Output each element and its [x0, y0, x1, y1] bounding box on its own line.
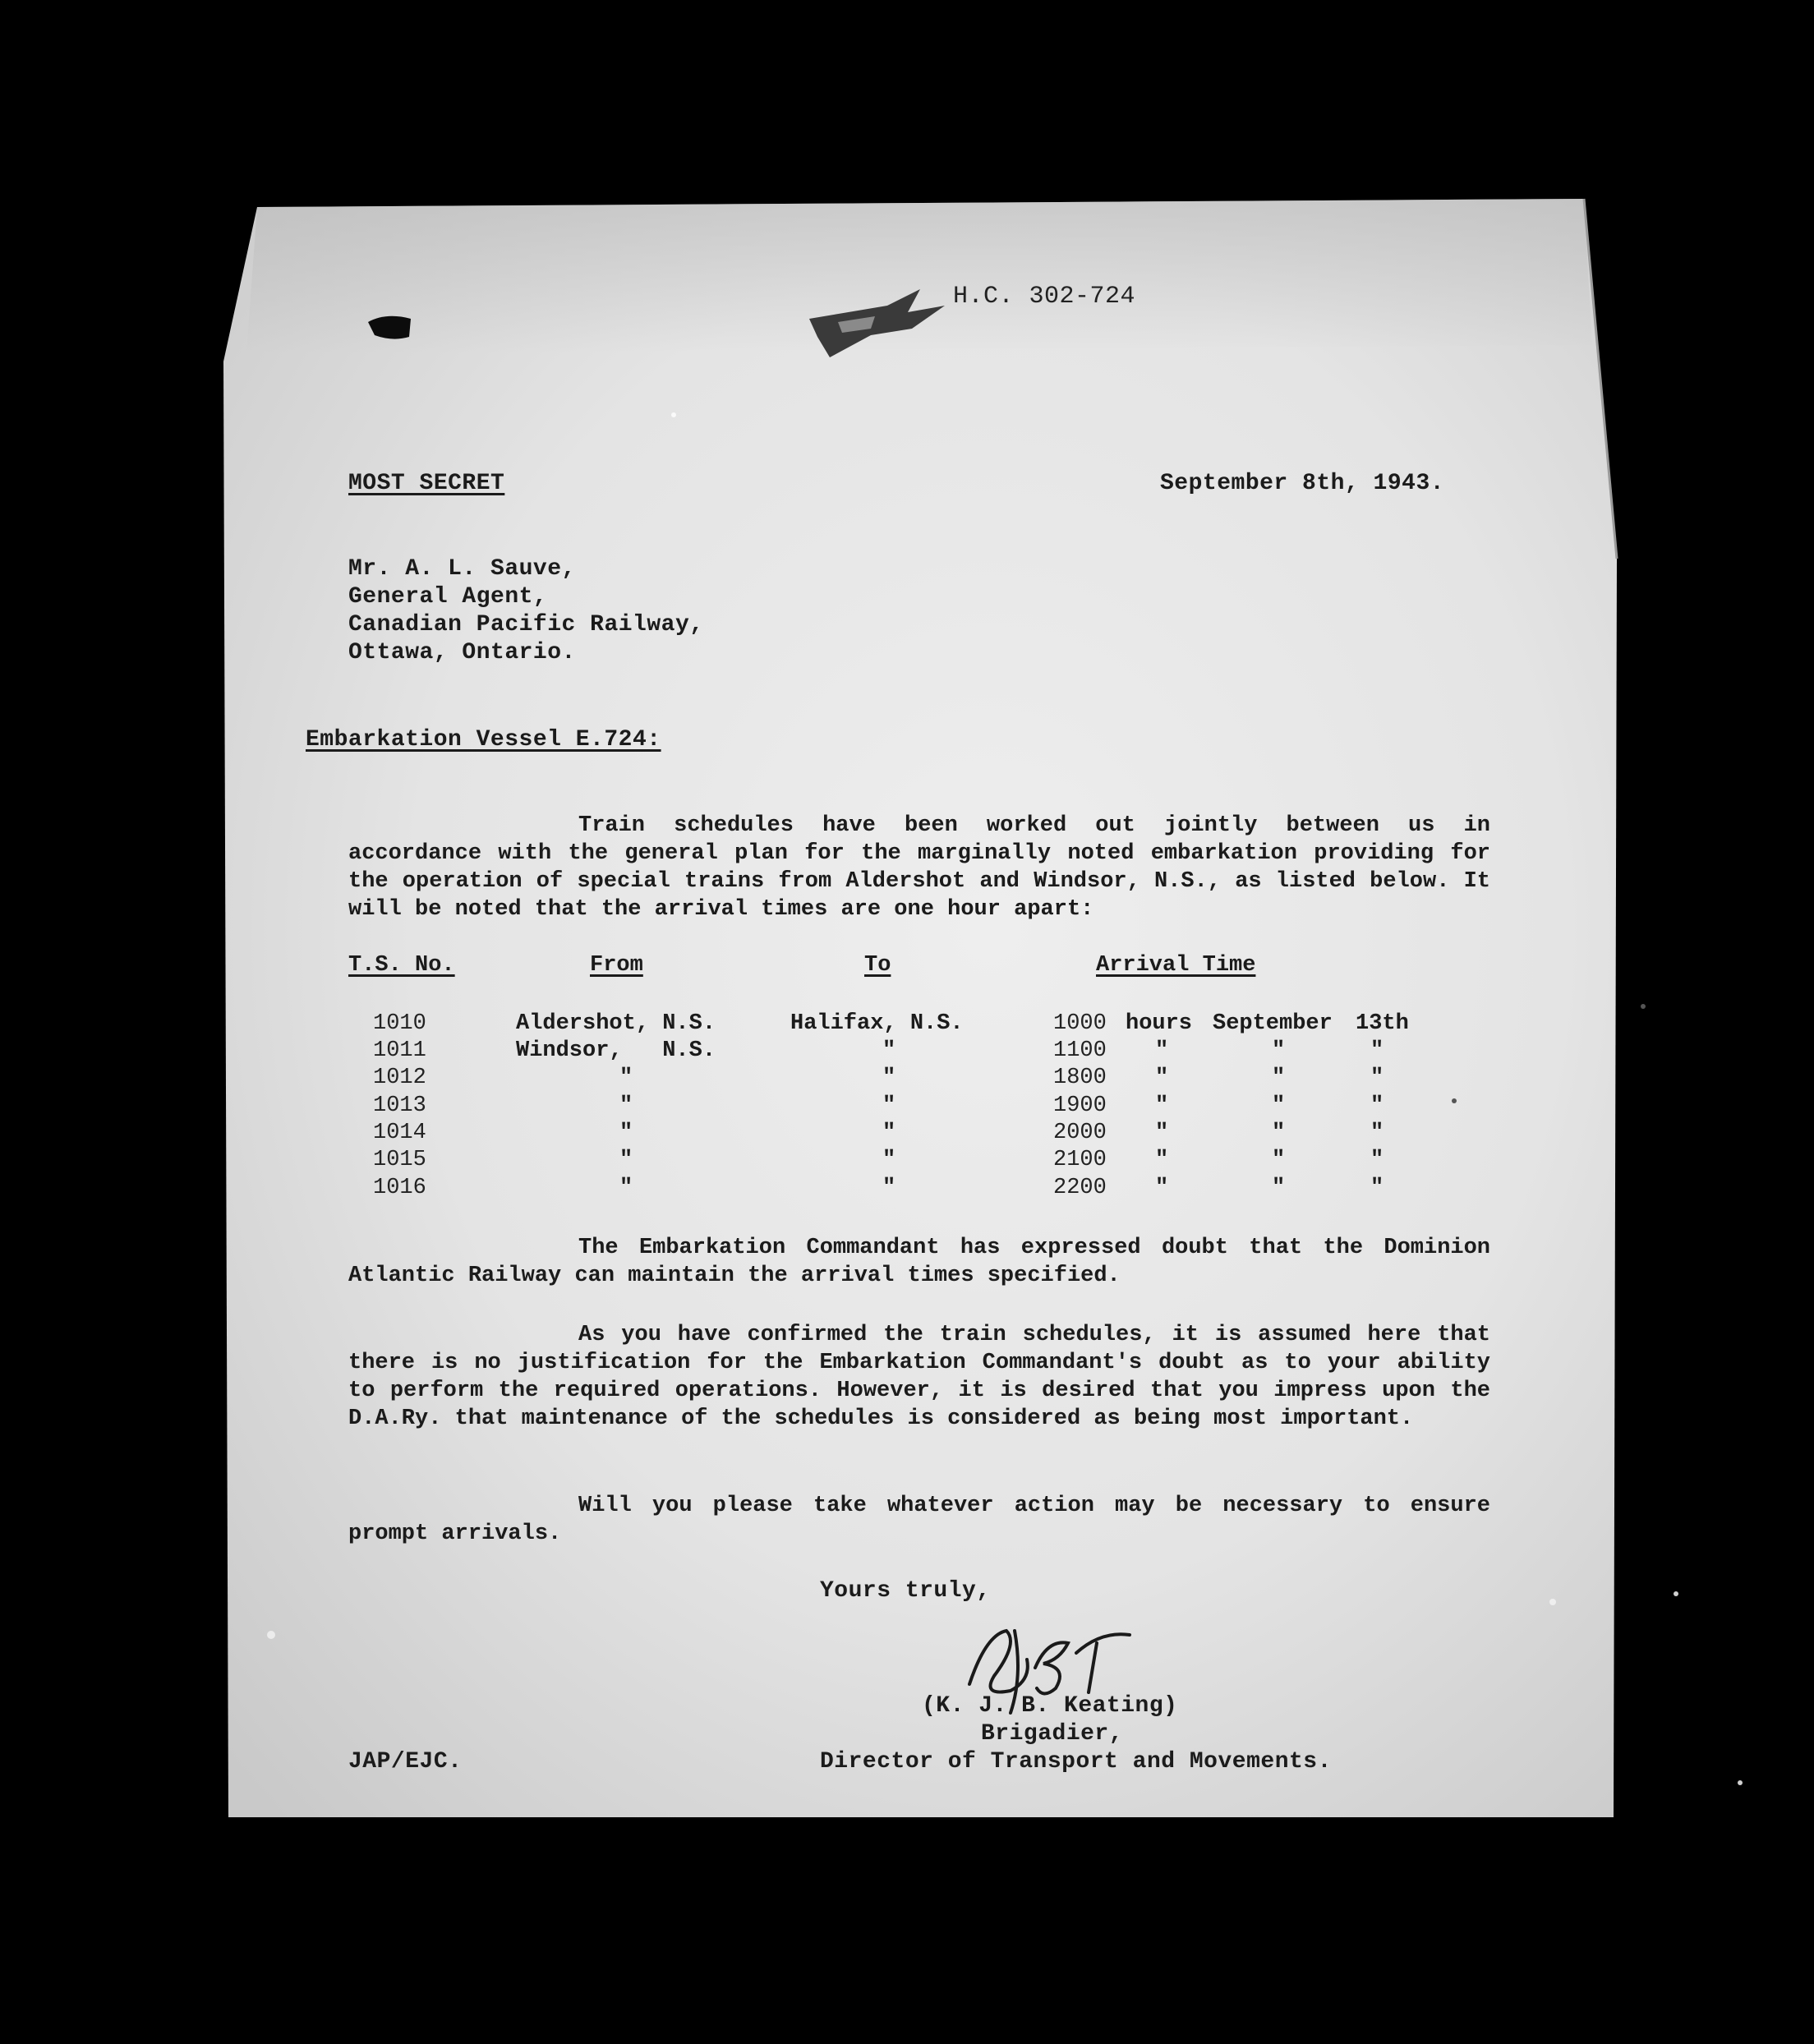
cell-from: ": [619, 1121, 633, 1145]
cell-to: ": [882, 1066, 896, 1090]
cell-unit: ": [1155, 1093, 1169, 1118]
cell-time: 1800: [1053, 1066, 1107, 1090]
signatory-title: Director of Transport and Movements.: [820, 1749, 1332, 1775]
header-to: To: [864, 953, 891, 978]
classification-heading: MOST SECRET: [348, 471, 505, 496]
file-reference: H.C. 302-724: [953, 283, 1136, 311]
recipient-line-1: Mr. A. L. Sauve,: [348, 556, 576, 582]
cell-time: 1000: [1053, 1011, 1107, 1036]
cell-day: ": [1370, 1121, 1384, 1145]
cell-month: ": [1272, 1148, 1286, 1172]
cell-day: ": [1370, 1176, 1384, 1200]
cell-to: Halifax, N.S.: [790, 1011, 964, 1036]
cell-ts: 1014: [373, 1121, 426, 1145]
cell-ts: 1013: [373, 1093, 426, 1118]
cell-to: ": [882, 1093, 896, 1118]
header-arrival-time: Arrival Time: [1096, 953, 1256, 978]
cell-time: 2100: [1053, 1148, 1107, 1172]
cell-from: ": [619, 1148, 633, 1172]
header-from: From: [590, 953, 643, 978]
cell-month: ": [1272, 1038, 1286, 1063]
cell-time: 2200: [1053, 1176, 1107, 1200]
cell-unit: ": [1155, 1148, 1169, 1172]
letter-date: September 8th, 1943.: [1160, 471, 1445, 496]
header-ts-no: T.S. No.: [348, 953, 455, 978]
cell-day: ": [1370, 1148, 1384, 1172]
cell-to: ": [882, 1038, 896, 1063]
cell-unit: ": [1155, 1176, 1169, 1200]
cell-ts: 1012: [373, 1066, 426, 1090]
cell-unit: ": [1155, 1038, 1169, 1063]
recipient-line-4: Ottawa, Ontario.: [348, 640, 576, 665]
cell-from: Aldershot, N.S.: [516, 1011, 716, 1036]
cell-day: ": [1370, 1093, 1384, 1118]
subject-heading: Embarkation Vessel E.724:: [306, 727, 661, 753]
cell-month: ": [1272, 1121, 1286, 1145]
cell-from: Windsor, N.S.: [516, 1038, 716, 1063]
cell-to: ": [882, 1148, 896, 1172]
cell-from: ": [619, 1066, 633, 1090]
cell-unit: hours: [1126, 1011, 1193, 1036]
cell-ts: 1015: [373, 1148, 426, 1172]
closing: Yours truly,: [820, 1578, 991, 1604]
cell-unit: ": [1155, 1121, 1169, 1145]
recipient-line-3: Canadian Pacific Railway,: [348, 612, 704, 638]
cell-to: ": [882, 1176, 896, 1200]
cell-day: ": [1370, 1038, 1384, 1063]
paragraph-schedules: Train schedules have been worked out jointly between us in accordance with the general plan for the marginally noted embarkation providing for the operation of special trains from Aldershot and Windsor, N.S., as listed below. It will be noted that the arrival times are one hour apart:: [348, 813, 1490, 922]
cell-to: ": [882, 1121, 896, 1145]
cell-day: ": [1370, 1066, 1384, 1090]
cell-unit: ": [1155, 1066, 1169, 1090]
paragraph-request: Will you please take whatever action may be necessary to ensure prompt arrivals.: [348, 1494, 1490, 1546]
cell-month: ": [1272, 1176, 1286, 1200]
paragraph-commandant-doubt: The Embarkation Commandant has expressed doubt that the Dominion Atlantic Railway can maintain the arrival times specified.: [348, 1236, 1490, 1288]
cell-ts: 1011: [373, 1038, 426, 1063]
cell-from: ": [619, 1176, 633, 1200]
cell-day: 13th: [1356, 1011, 1409, 1036]
cell-month: ": [1272, 1093, 1286, 1118]
cell-month: ": [1272, 1066, 1286, 1090]
cell-from: ": [619, 1093, 633, 1118]
signatory-name: (K. J. B. Keating): [922, 1693, 1178, 1719]
paragraph-confirmation: As you have confirmed the train schedules, it is assumed here that there is no justification for the Embarkation Commandant's doubt as to your ability to perform the required operations. However, it is desired that you impress upon the D.A.Ry. that maintenance of the schedules is considered as being most important.: [348, 1323, 1490, 1431]
typist-reference: JAP/EJC.: [348, 1749, 463, 1775]
signatory-rank: Brigadier,: [981, 1721, 1124, 1747]
cell-ts: 1010: [373, 1011, 426, 1036]
cell-month: September: [1213, 1011, 1333, 1036]
cell-time: 1900: [1053, 1093, 1107, 1118]
recipient-line-2: General Agent,: [348, 584, 548, 610]
cell-time: 1100: [1053, 1038, 1107, 1063]
cell-time: 2000: [1053, 1121, 1107, 1145]
cell-ts: 1016: [373, 1176, 426, 1200]
